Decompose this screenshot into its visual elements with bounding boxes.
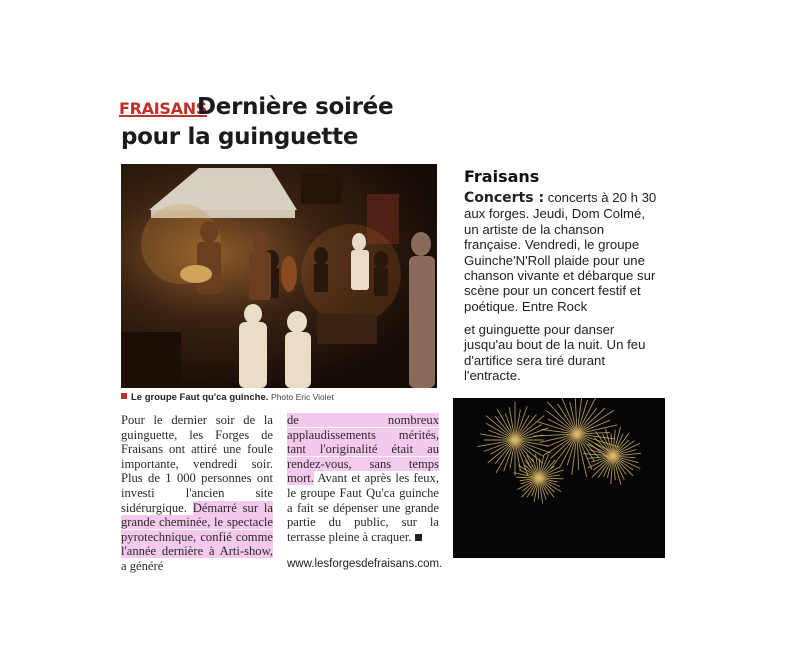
article-headline-line1: Dernière soirée [197,94,394,120]
caption-bullet [121,393,127,399]
caption-text: Le groupe Faut qu'ca guinche. [131,392,269,403]
highlighted-text-1: Démarré sur la grande cheminée, le spectacle pyrotechnique, confié comme l'année dernière à Arti-show, [121,500,274,559]
firework-spark [561,398,577,434]
concert-photo-illustration [121,164,437,388]
end-mark [415,534,422,541]
fireworks-photo [453,398,665,558]
fireworks-illustration [453,398,665,558]
photo-caption [121,392,334,403]
article-paragraph-4: Avant et après les feux, le groupe Faut Qu'ca guinche a fait se dépenser une grande partie du public, sur la terrasse pleine à craquer. [287,471,439,544]
article-paragraph-2-rest: a généré [121,558,164,573]
firework-spark [542,434,577,456]
sidebar-text-1 [464,190,660,314]
article-column-2 [287,413,439,544]
sidebar-lead: Concerts : [464,190,545,206]
concert-photo [121,164,437,388]
sidebar-body-1: concerts à 20 h 30 aux forges. Jeudi, Dom Colmé, un artiste de la chanson française. Vendredi, le groupe Guinche'N'Roll plaide pour une chanson vivante et débarque sur scène pour un concert festif et poétique. Entre Rock [464,190,657,314]
website-link[interactable]: www.lesforgesdefraisans.com. [287,558,443,570]
article-headline-line2: pour la guinguette [121,124,359,150]
article-kicker: FRAISANS [119,99,208,118]
article-paragraph-1: Pour le dernier soir de la guinguette, les Forges de Fraisans ont attiré une foule importante, vendredi soir. Plus de 1 000 personnes ont investi l'ancien site sidérurgique. [121,413,273,515]
highlighted-text-2: de nombreux applaudissements mérités, tant l'originalité était au rendez-vous, sans temps mort. [287,413,439,486]
sidebar-text-2: et guinguette pour danser jusqu'au bout de la nuit. Un feu d'artifice sera tiré durant l'entracte. [464,322,646,384]
firework-spark [577,410,614,434]
photo-credit: Photo Eric Violet [271,392,334,402]
sidebar-title: Fraisans [464,167,540,186]
article-column-1 [121,413,273,574]
